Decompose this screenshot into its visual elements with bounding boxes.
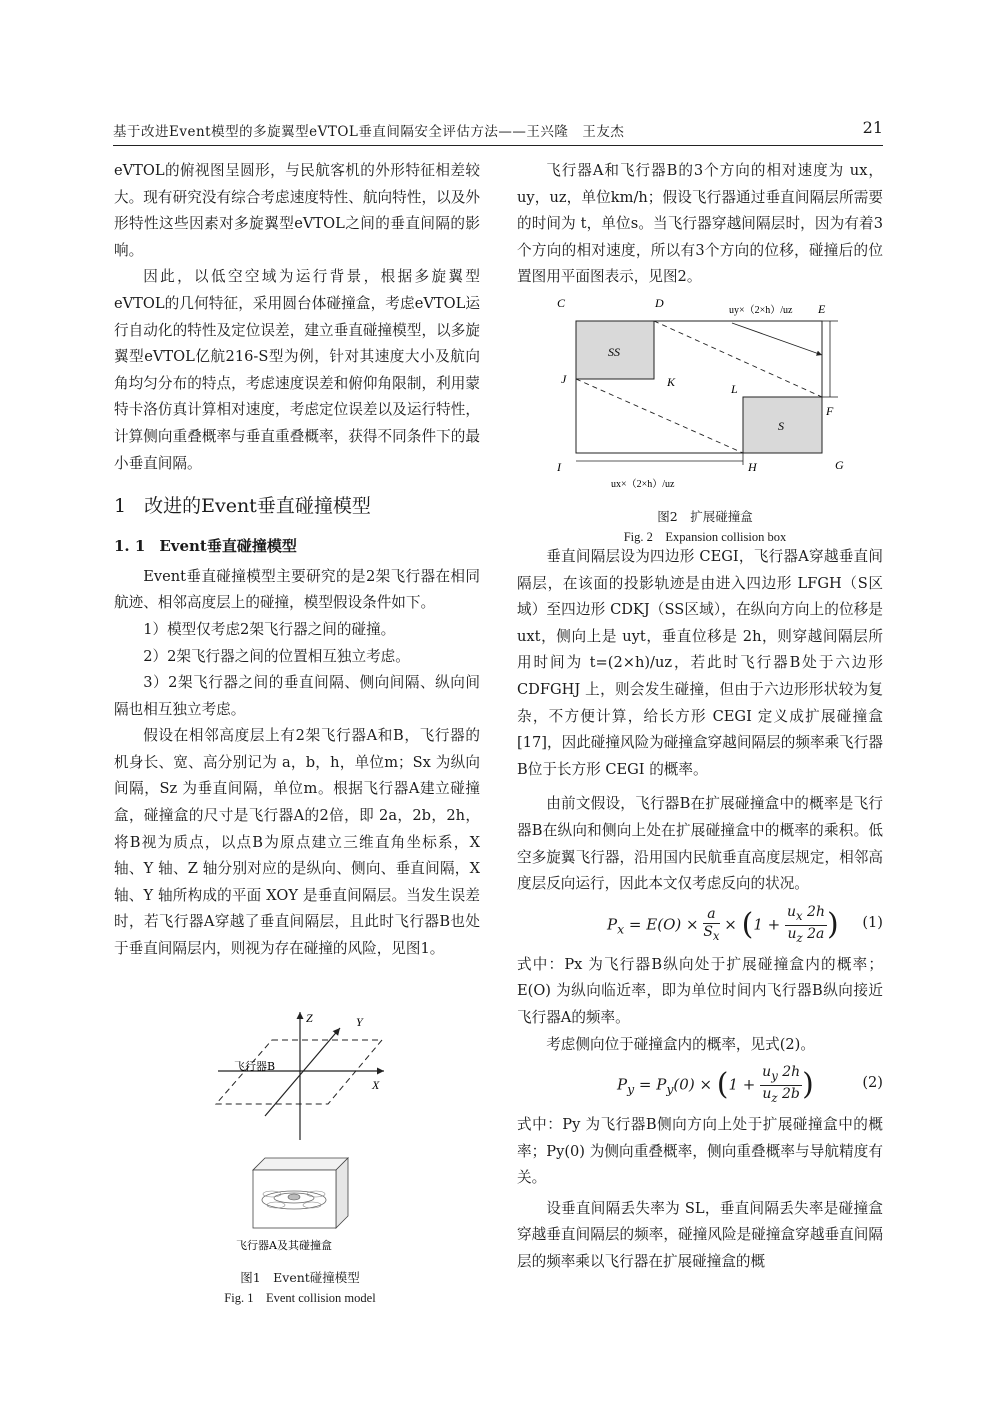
aircraft-b-label: 飞行器B [234, 1060, 276, 1073]
equation-2 [517, 1058, 883, 1112]
paragraph: Event垂直碰撞模型主要研究的是2架飞行器在相同航迹、相邻高度层上的碰撞，模型假设条件如下。 [114, 567, 480, 612]
subsection-title: Event垂直碰撞模型 [159, 537, 297, 556]
left-column [114, 158, 480, 963]
x-label: X [372, 1078, 380, 1092]
point-K: K [667, 375, 676, 389]
figure-2-diagram [545, 293, 865, 503]
label-SS: SS [608, 345, 620, 359]
right-column-top [517, 158, 883, 291]
paragraph: 式中：Px 为飞行器B纵向处于扩展碰撞盒内的概率；E(O) 为纵向临近率，即为单位时间内飞行器B纵向接近飞行器A的频率。 [517, 955, 883, 1026]
collision-box-side [336, 1158, 348, 1228]
diagonal-DF [654, 321, 822, 397]
figure-1 [150, 1004, 450, 1304]
equation-2-number: (2) [862, 1074, 883, 1092]
collision-box-top [253, 1158, 348, 1170]
bottom-dimension-label: ux×（2×h）/uz [611, 479, 675, 490]
point-C: C [557, 296, 566, 310]
paragraph: 考虑侧向位于碰撞盒内的概率，见式(2)。 [546, 1035, 815, 1053]
arrow-to-E [732, 323, 822, 355]
point-I: I [557, 460, 561, 474]
paragraph: eVTOL的俯视图呈圆形，与民航客机的外形特征相差较大。现有研究没有综合考虑速度特性、航向特性，以及外形特性这些因素对多旋翼型eVTOL之间的垂直间隔的影响。 [114, 162, 480, 259]
paragraph: 垂直间隔层设为四边形 CEGI，飞行器A穿越垂直间隔层，在该面的投影轨迹是由进入四边形 LFGH（S区域）至四边形 CDKJ（SS区域），在纵向方向上的位移是 uxt，侧向上是 uyt，垂直位移是 2h，则穿越间隔层所用时间为 t=(2×h)/uz，若此时飞行器B处于六边形 CDFGHJ 上，则会发生碰撞，但由于六边形形状较为复杂，不方便计算，给长方形 CEGI 定义成扩展碰撞盒[17]，因此碰撞风险为碰撞盒穿越间隔层的频率乘飞行器B位于长方形 CEGI 的概率。 [517, 548, 883, 778]
section-number: 1 [114, 495, 127, 518]
figure-1-caption-en: Fig. 1 Event collision model [224, 1291, 376, 1305]
figure-1-caption-cn: 图1 Event碰撞模型 [240, 1270, 360, 1285]
point-J: J [561, 372, 567, 386]
paragraph: 假设在相邻高度层上有2架飞行器A和B，飞行器的机身长、宽、高分别记为 a，b，h，单位m；Sx 为纵向间隔，Sz 为垂直间隔，单位m。根据飞行器A建立碰撞盒，碰撞盒的尺寸是飞行器A的2倍，即 2a，2b，2h，将B视为质点，以点B为原点建立三维直角坐标系，X 轴、Y 轴、Z 轴分别对应的是纵向、侧向、垂直间隔，X 轴、Y 轴所构成的平面 XOY 是垂直间隔层。当发生误差时，若飞行器A穿越了垂直间隔层，且此时飞行器B也处于垂直间隔层内，则视为存在碰撞的风险，见图1。 [114, 727, 480, 958]
assumption-item: 3）2架飞行器之间的垂直间隔、侧向间隔、纵向间隔也相互独立考虑。 [114, 674, 480, 718]
z-label: Z [306, 1011, 313, 1025]
aircraft-a-label: 飞行器A及其碰撞盒 [236, 1239, 332, 1252]
figure-2 [545, 293, 865, 543]
assumption-item: 2）2架飞行器之间的位置相互独立考虑。 [143, 647, 410, 665]
point-D: D [655, 296, 664, 310]
header-title: 基于改进Event模型的多旋翼型eVTOL垂直间隔安全评估方法——王兴隆 王友杰 [113, 124, 625, 140]
assumption-item: 1）模型仅考虑2架飞行器之间的碰撞。 [143, 620, 396, 638]
page-number: 21 [862, 118, 883, 137]
right-column-bottom [517, 544, 883, 1276]
figure-2-caption-cn: 图2 扩展碰撞盒 [657, 509, 753, 524]
paragraph: 设垂直间隔丢失率为 SL，垂直间隔丢失率是碰撞盒穿越垂直间隔层的频率，碰撞风险是碰撞盒穿越垂直间隔层的频率乘以飞行器在扩展碰撞盒的概 [517, 1199, 883, 1271]
equation-2-body: $P_y = P_y(0) \times (1$ + $\frac{u_y 2h}{u_z 2b}$ ) [617, 1064, 814, 1105]
diagonal-JH [576, 379, 743, 453]
paragraph: 飞行器A和飞行器B的3个方向的相对速度为 ux，uy，uz，单位km/h；假设飞行器通过垂直间隔层所需要的时间为 t，单位s。当飞行器穿越间隔层时，因为有着3个方向的相对速度，所以有3个方向的位移，碰撞后的位置图用平面图表示，见图2。 [517, 162, 883, 286]
point-L: L [731, 382, 738, 396]
top-dimension-label: uy×（2×h）/uz [729, 305, 793, 316]
point-H: H [748, 460, 757, 474]
paragraph: 式中：Py 为飞行器B侧向方向上处于扩展碰撞盒中的概率；Py(0) 为侧向重叠概率，侧向重叠概率与导航精度有关。 [517, 1116, 883, 1187]
subsection-heading [114, 533, 480, 560]
running-header [113, 118, 883, 142]
figure-1-diagram [150, 1004, 450, 1264]
paragraph: 由前文假设，飞行器B在扩展碰撞盒中的概率是飞行器B在纵向和侧向上处在扩展碰撞盒中的概率的乘积。低空多旋翼飞行器，沿用国内民航垂直高度层规定，相邻高度层反向运行，因此本文仅考虑反向的状况。 [517, 795, 883, 893]
point-E: E [818, 302, 826, 316]
y-label: Y [356, 1015, 363, 1029]
figure-2-caption-en: Fig. 2 Expansion collision box [623, 530, 787, 544]
header-rule [113, 145, 883, 146]
equation-1-body: $P_x = E(O)$ × $\frac{a}{S_x}$ × (1 + $\frac{u_x 2h}{u_z 2a}$ ) [607, 903, 839, 945]
point-F: F [826, 404, 834, 418]
paragraph: 因此，以低空空域为运行背景，根据多旋翼型eVTOL的几何特征，采用圆台体碰撞盒，考虑eVTOL运行自动化的特性及定位误差，建立垂直碰撞模型，以多旋翼型eVTOL亿航216-S型为例，针对其速度大小及航向角均匀分布的特点，考虑速度误差和俯仰角限制，利用蒙特卡洛仿真计算相对速度，考虑定位误差以及运行特性，计算侧向重叠概率与垂直重叠概率，获得不同条件下的最小垂直间隔。 [114, 268, 480, 472]
equation-1-number: (1) [862, 913, 883, 931]
equation-1 [517, 898, 883, 952]
subsection-number: 1. 1 [114, 537, 146, 556]
label-S: S [778, 419, 784, 433]
point-G: G [835, 458, 844, 472]
section-heading [114, 491, 480, 521]
section-title: 改进的Event垂直碰撞模型 [144, 495, 371, 518]
